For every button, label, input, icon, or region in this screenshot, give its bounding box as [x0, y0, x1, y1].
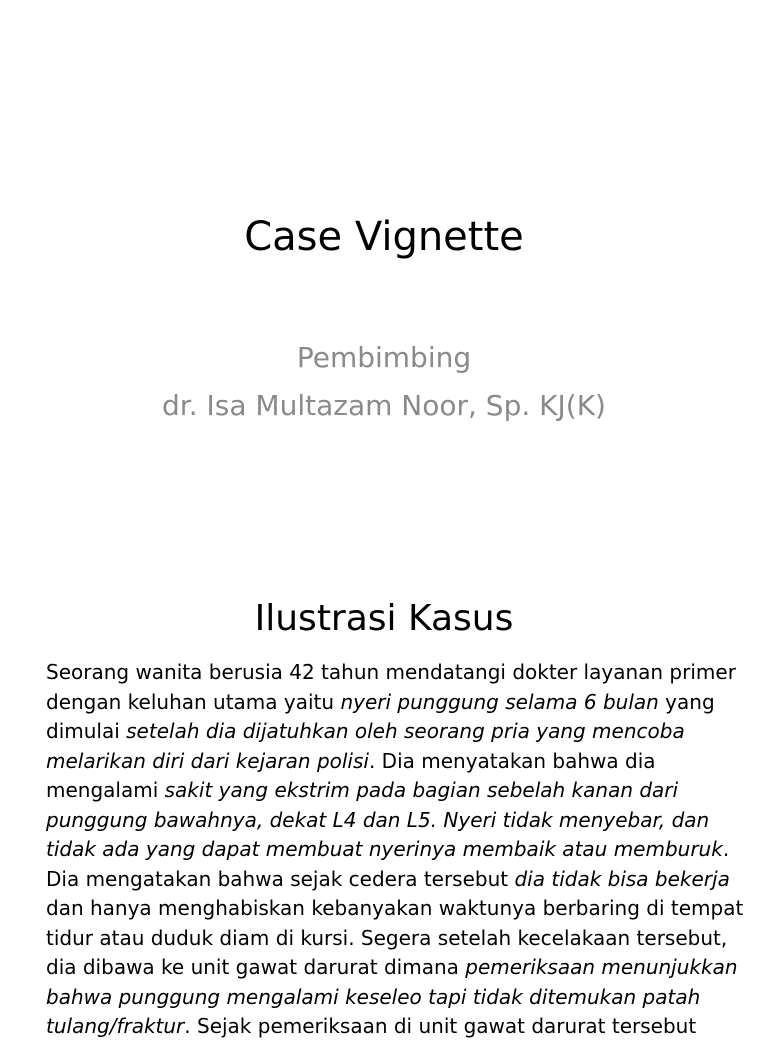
body-segment: yang dimulai: [46, 689, 715, 743]
body-segment-italic: setelah dia dijatuhkan oleh seorang pria yang mencoba melarikan diri dari kejaran polisi: [46, 719, 685, 773]
subtitle-line-advisor-label: Pembimbing: [296, 341, 472, 374]
slide-subtitle: [0, 334, 768, 430]
slide-title-heading: Case Vignette: [244, 214, 524, 260]
body-segment: dan hanya menghabiskan kebanyakan waktunya berbaring di tempat tidur atau duduk diam di kursi. Segera setelah kecelakaan tersebut, dia dibawa ke unit gawat darurat dimana: [46, 896, 744, 979]
body-segment: Seorang wanita berusia 42 tahun mendatangi dokter layanan primer dengan keluhan utama yaitu: [46, 660, 736, 714]
case-body-text: [46, 658, 746, 1042]
body-segment-italic: dia tidak bisa bekerja: [514, 866, 730, 891]
body-segment-italic: sakit yang ekstrim pada bagian sebelah kanan dari punggung bawahnya, dekat L4 dan L5. Nyeri tidak menyebar, dan tidak ada yang dapat membuat nyerinya membaik atau memburuk: [46, 778, 723, 861]
body-segment: . Dia mengatakan bahwa sejak cedera tersebut: [46, 837, 730, 891]
body-segment: . Dia menyatakan bahwa dia mengalami: [46, 748, 656, 802]
body-segment-italic: nyeri punggung selama 6 bulan: [340, 689, 659, 714]
slide-case-illustration: [0, 576, 768, 1038]
case-illustration-heading: Ilustrasi Kasus: [254, 598, 514, 639]
body-segment: . Sejak pemeriksaan di unit gawat darurat tersebut: [184, 1014, 697, 1038]
body-segment-italic: pemeriksaan menunjukkan bahwa punggung mengalami keseleo tapi tidak ditemukan patah tulang/fraktur: [46, 955, 738, 1038]
subtitle-line-advisor-name: dr. Isa Multazam Noor, Sp. KJ(K): [162, 389, 606, 422]
